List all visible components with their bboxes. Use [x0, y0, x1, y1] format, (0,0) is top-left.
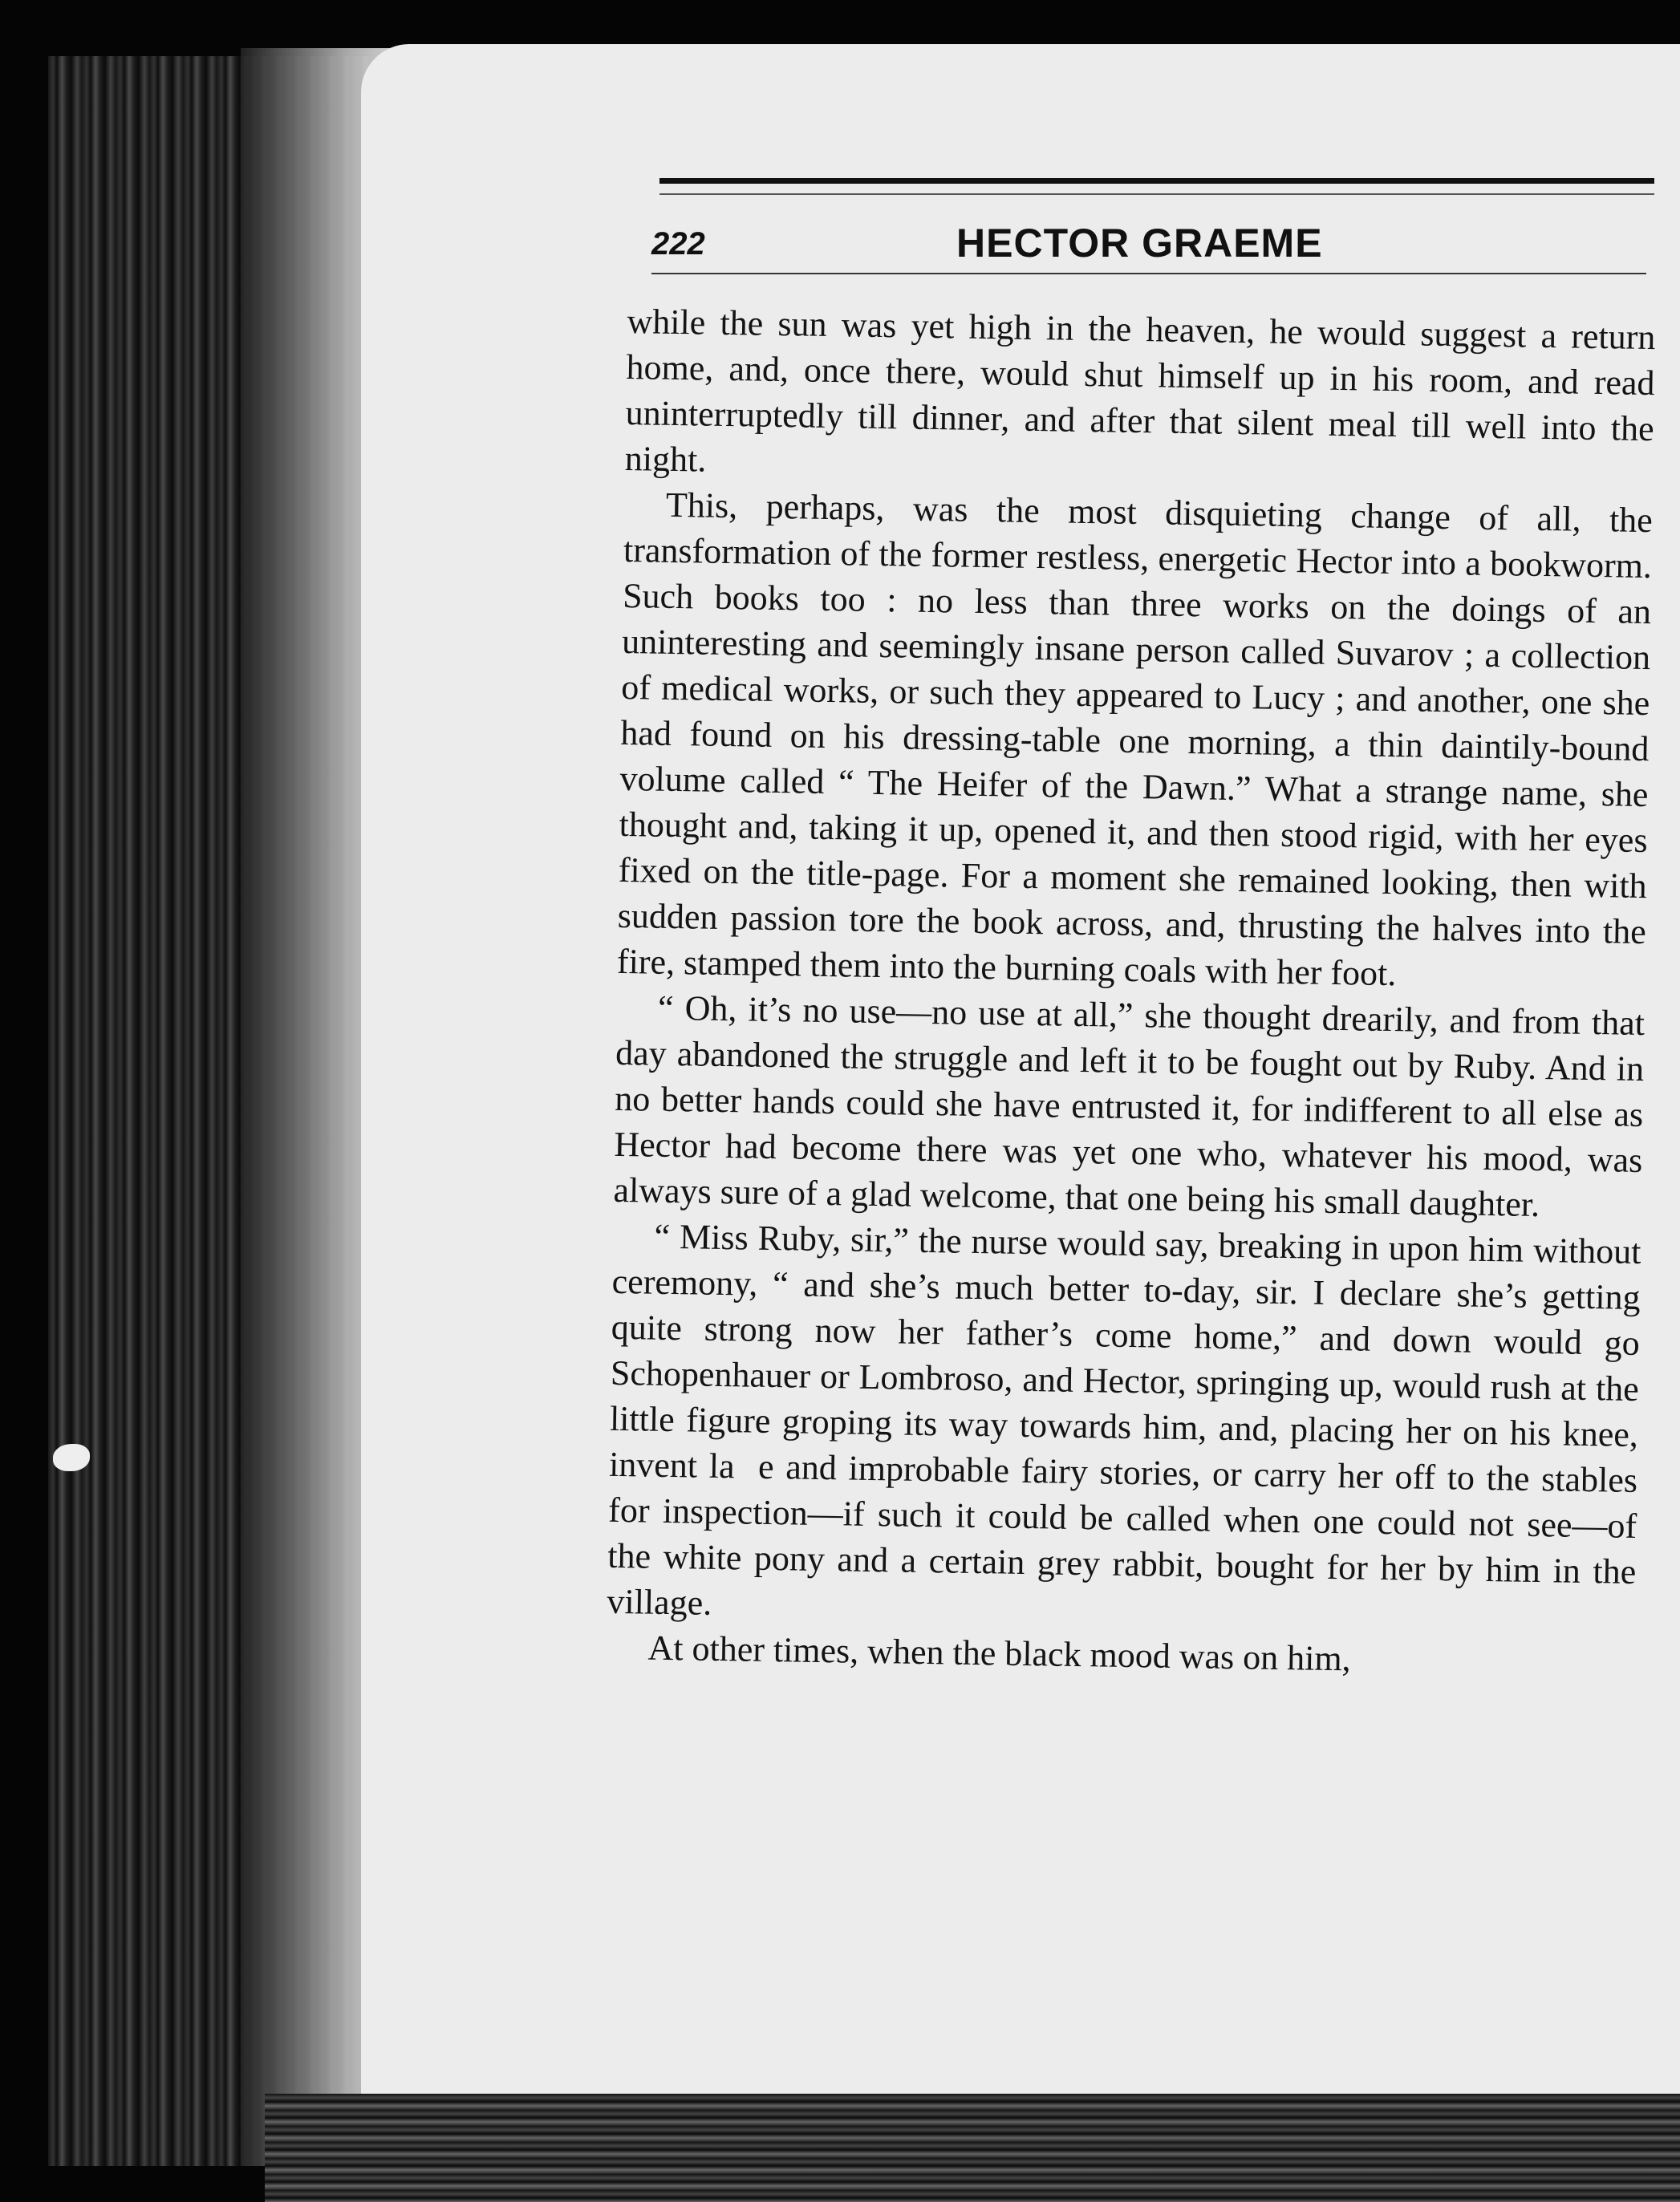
paragraph: “ Oh, it’s no use—no use at all,” she thought drearily, and from that day abandoned the struggle and left it to be fought out by Ruby. And in no better hands could she have entrusted it, for indifferent to all else as Hector had become there was yet one who, whatever his mood, was always sure of a glad welcome, that one being his small daughter. [613, 987, 1646, 1224]
header-rule-thick [659, 178, 1654, 184]
running-head-rule [651, 273, 1646, 274]
paragraph: while the sun was yet high in the heaven, he would suggest a return home, and, once there, would shut himself up in his room, and read uninterruptedly till dinner, and after that silent meal till well into the night. [624, 301, 1656, 480]
paragraph: This, perhaps, was the most disquieting change of all, the transformation of the former restless, energetic Hector into a bookworm. Such books too : no less than three works on the doings of an uninteresting and seemingly insane person called Suvarov ; a collection of medical works, or such they appeared to Lucy ; and another, one she had found on his dressing-table one morning, a thin daintily-bound volume called “ The Heifer of the Dawn.” What a strange name, she thought and, taking it up, opened it, and then stood rigid, with her eyes fixed on the title-page. For a moment she remained looking, then with sudden passion tore the book across, and, thrusting the halves into the fire, stamped them into the burning coals with her foot. [616, 485, 1654, 994]
scan-blemish [53, 1444, 90, 1471]
running-head [651, 220, 1654, 276]
header-rule-thin [659, 193, 1654, 195]
page-bottom-edge [265, 2094, 1680, 2202]
body-text [606, 298, 1656, 1686]
paragraph: At other times, when the black mood was on him, [647, 1628, 1352, 1679]
page-number: 222 [651, 226, 705, 262]
book-title: HECTOR GRAEME [956, 221, 1323, 266]
paragraph: “ Miss Ruby, sir,” the nurse would say, breaking in upon him without ceremony, “ and she’s much better to-day, sir. I declare she’s getting quite strong now her father’s come home,” and down would go Schopenhauer or Lombroso, and Hector, springing up, would rush at the little figure groping its way towards him, and, placing her on his knee, invent la e and improbable fairy stories, or carry her off to the stables for inspection—if such it could be called when one could not see—of the white pony and a certain grey rabbit, bought for her by him in the village. [607, 1216, 1641, 1623]
